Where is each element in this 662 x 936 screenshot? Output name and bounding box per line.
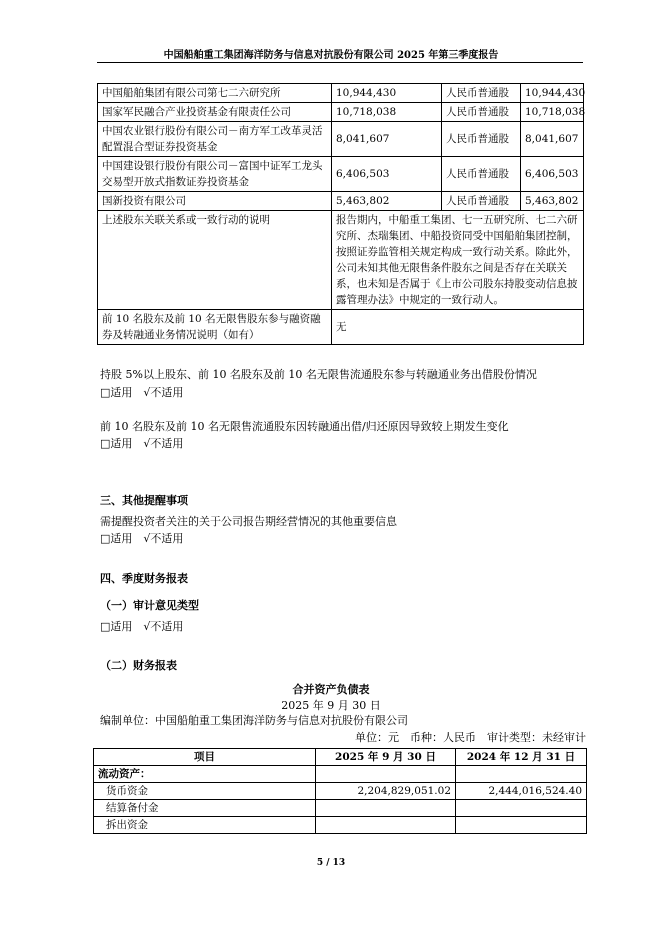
table-row	[94, 800, 587, 817]
section-label: 流动资产：	[94, 766, 316, 783]
share-type-qty: 8,041,607	[521, 122, 584, 157]
col-header-2025: 2025 年 9 月 30 日	[316, 749, 456, 766]
table-row	[98, 211, 584, 310]
audit-opinion-title: （一）审计意见类型	[100, 599, 199, 612]
shareholder-name: 国家军民融合产业投资基金有限责任公司	[98, 103, 332, 122]
share-type-qty: 6,406,503	[521, 157, 584, 192]
share-type: 人民币普通股	[442, 122, 521, 157]
table-row	[98, 192, 584, 211]
row-item: 货币资金	[94, 783, 316, 800]
col-header-2024: 2024 年 12 月 31 日	[456, 749, 587, 766]
balance-sheet-title: 合并资产负债表	[292, 683, 370, 696]
table-row	[98, 103, 584, 122]
lending-title: 持股 5%以上股东、前 10 名股东及前 10 名无限售流通股东参与转融通业务出借股份情况	[100, 368, 537, 381]
table-row	[98, 157, 584, 192]
shareholder-name: 中国建设银行股份有限公司－富国中证军工龙头交易型开放式指数证券投资基金	[98, 157, 332, 192]
row-item: 结算备付金	[94, 800, 316, 817]
table-row	[98, 84, 584, 103]
share-type-qty: 5,463,802	[521, 192, 584, 211]
table-row	[98, 122, 584, 157]
share-type: 人民币普通股	[442, 157, 521, 192]
shareholder-qty: 6,406,503	[332, 157, 442, 192]
row-item: 拆出资金	[94, 817, 316, 834]
section3-desc: 需提醒投资者关注的关于公司报告期经营情况的其他重要信息	[100, 515, 397, 528]
shareholder-name: 中国船舶集团有限公司第七二六研究所	[98, 84, 332, 103]
lending-option: □适用 √不适用	[100, 386, 184, 399]
change-title: 前 10 名股东及前 10 名无限售流通股东因转融通出借/归还原因导致较上期发生变化	[100, 420, 509, 433]
empty-cell	[316, 766, 456, 783]
share-type: 人民币普通股	[442, 103, 521, 122]
balance-sheet-date: 2025 年 9 月 30 日	[281, 699, 381, 712]
table-row	[94, 817, 587, 834]
header-divider	[97, 62, 583, 63]
page-number: 5 / 13	[316, 858, 346, 868]
share-type: 人民币普通股	[442, 192, 521, 211]
table-header-row	[94, 749, 587, 766]
audit-opinion-option: □适用 √不适用	[100, 620, 184, 633]
col-header-item: 项目	[94, 749, 316, 766]
balance-sheet-table	[93, 748, 587, 834]
shareholder-qty: 8,041,607	[332, 122, 442, 157]
section4-title: 四、季度财务报表	[100, 572, 188, 585]
row-value-2024	[456, 800, 587, 817]
shareholder-qty: 5,463,802	[332, 192, 442, 211]
shareholders-table	[97, 83, 584, 345]
financial-statements-title: （二）财务报表	[100, 659, 177, 672]
table-row	[94, 766, 587, 783]
table-row	[94, 783, 587, 800]
empty-cell	[456, 766, 587, 783]
section3-title: 三、其他提醒事项	[100, 494, 188, 507]
share-type-qty: 10,718,038	[521, 103, 584, 122]
row-value-2024	[456, 817, 587, 834]
shareholder-name: 国新投资有限公司	[98, 192, 332, 211]
table-row	[98, 310, 584, 345]
shareholder-name: 中国农业银行股份有限公司－南方军工改革灵活配置混合型证券投资基金	[98, 122, 332, 157]
shareholder-qty: 10,944,430	[332, 84, 442, 103]
unit-line: 单位：元 币种：人民币 审计类型：未经审计	[355, 731, 586, 744]
shareholder-qty: 10,718,038	[332, 103, 442, 122]
relation-label: 上述股东关联关系或一致行动的说明	[98, 211, 332, 310]
report-header: 中国船舶重工集团海洋防务与信息对抗股份有限公司 2025 年第三季度报告	[163, 50, 499, 61]
relation-text: 报告期内，中船重工集团、七一五研究所、七二六研究所、杰瑞集团、中船投资同受中国船舶集团控制，按照证券监管相关规定构成一致行动关系。除此外，公司未知其他无限售条件股东之间是否存在关联关系，也未知是否属于《上市公司股东持股变动信息披露管理办法》中规定的一致行动人。	[332, 211, 584, 310]
row-value-2024: 2,444,016,524.40	[456, 783, 587, 800]
row-value-2025	[316, 817, 456, 834]
row-value-2025: 2,204,829,051.02	[316, 783, 456, 800]
section3-option: □适用 √不适用	[100, 532, 184, 545]
change-option: □适用 √不适用	[100, 437, 184, 450]
share-type: 人民币普通股	[442, 84, 521, 103]
preparer: 编制单位：中国船舶重工集团海洋防务与信息对抗股份有限公司	[100, 714, 408, 727]
row-value-2025	[316, 800, 456, 817]
share-type-qty: 10,944,430	[521, 84, 584, 103]
margin-text: 无	[332, 310, 584, 345]
margin-label: 前 10 名股东及前 10 名无限售股东参与融资融券及转融通业务情况说明（如有）	[98, 310, 332, 345]
